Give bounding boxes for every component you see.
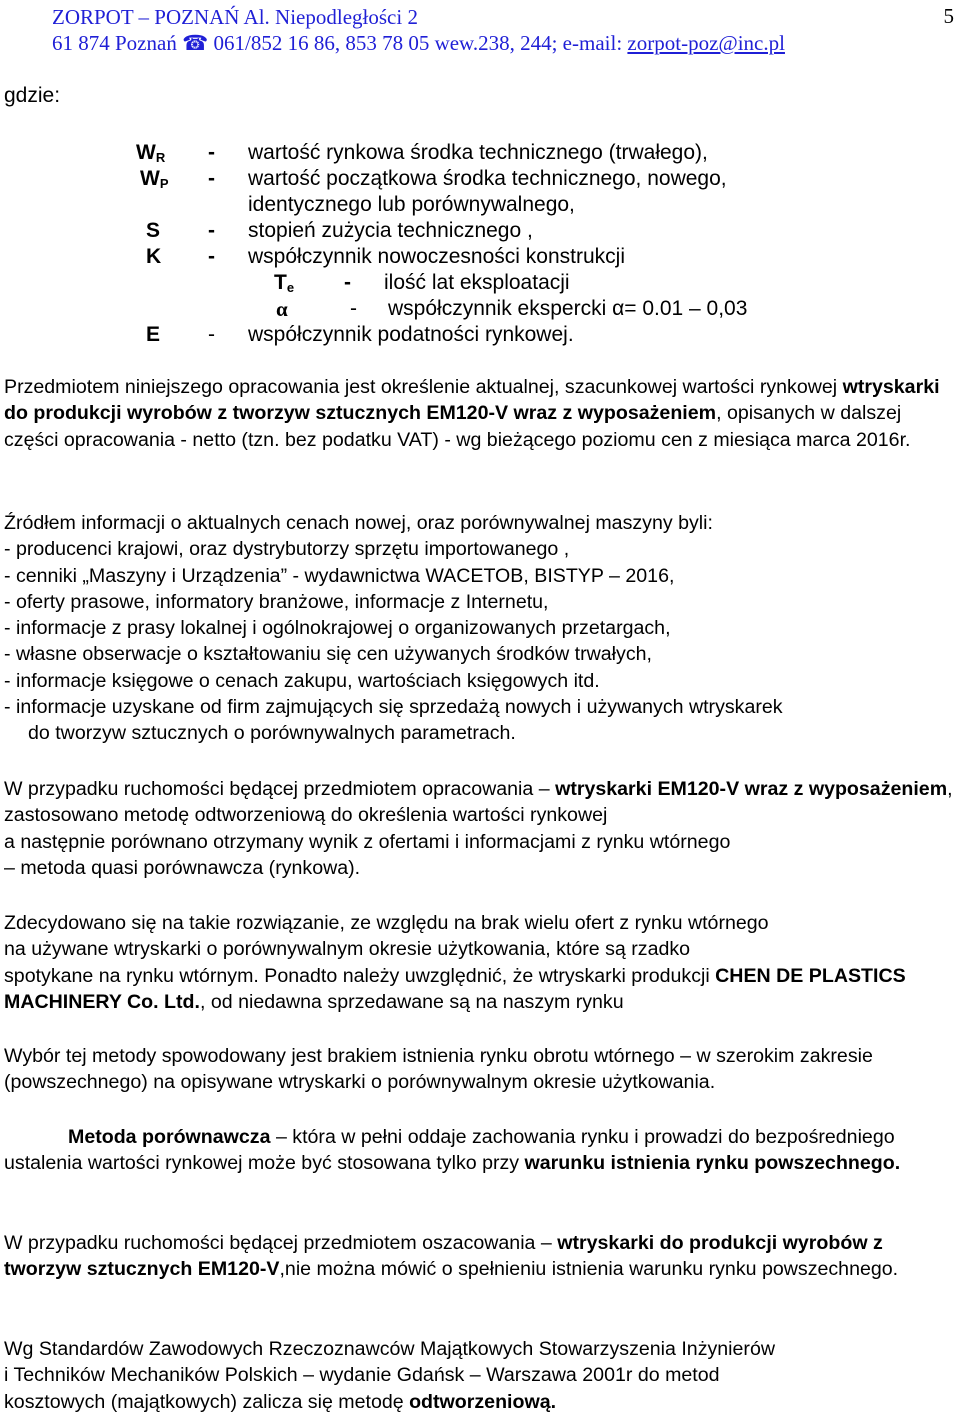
list-item-cont: do tworzyw sztucznych o porównywalnych parametrach. [28,722,516,745]
legend-text-wr: wartość rynkowa środka technicznego (trwałego), [248,141,708,164]
email-link[interactable]: zorpot-poz@inc.pl [627,31,785,55]
legend-text-wp: wartość początkowa środka technicznego, nowego, [248,167,727,190]
legend-text-wp-cont: identycznego lub porównywalnego, [248,193,575,216]
gdzie-label: gdzie: [4,84,61,107]
legend-dash: - [208,141,215,164]
paragraph-purpose: Przedmiotem niniejszego opracowania jest określenie aktualnej, szacunkowej wartości rynkowej wtryskarki do produkcji wyrobów z tworzyw sztucznych EM120-V wraz z wyposażeniem, opisanych w dalszej części opracowania - netto (tzn. bez podatku VAT) - wg bieżącego poziomu cen z miesiąca marca 2016r. [4,376,940,451]
legend-symbol-s: S [146,219,161,242]
legend-symbol-e: E [146,323,161,346]
paragraph-choice: Wybór tej metody spowodowany jest brakiem istnienia rynku obrotu wtórnego – w szerokim zakresie (powszechnego) na opisywane wtryskarki o porównywalnym okresie użytkowania. [4,1045,873,1094]
legend-dash: - [208,323,215,346]
legend-symbol-wr: $W_R$ [136,141,166,165]
list-item: - informacje księgowe o cenach zakupu, wartościach księgowych itd. [4,669,600,692]
list-item: - cenniki „Maszyny i Urządzenia” - wydawnictwa WACETOB, BISTYP – 2016, [4,564,675,587]
paragraph-method: W przypadku ruchomości będącej przedmiotem opracowania – wtryskarki EM120-V wraz z wyposażeniem, zastosowano metodę odtworzeniową do określenia wartości rynkowej a następnie porównano otrzymany wynik z ofertami i informacjami z rynku wtórnego – metoda quasi porównawcza (rynkowa). [4,778,953,879]
legend-text-s: stopień zużycia technicznego , [248,219,533,242]
legend-dash: - [208,167,215,190]
legend-symbol-wp: $W_P$ [140,167,169,191]
legend-symbol-k: K [146,245,162,268]
sources-intro: Źródłem informacji o aktualnych cenach nowej, oraz porównywalnej maszyny byli: [4,512,713,534]
legend-text-e: współczynnik podatności rynkowej. [248,323,574,346]
legend-text-k: współczynnik nowoczesności konstrukcji [248,245,625,268]
list-item: - informacje uzyskane od firm zajmujących się sprzedażą nowych i używanych wtryskarek [4,696,783,719]
letterhead-contact: 61 874 Poznań ☎ 061/852 16 86, 853 78 05 wew.238, 244; e-mail: [52,31,628,55]
list-item: - informacje z prasy lokalnej i ogólnokrajowej o organizowanych przetargach, [4,617,671,640]
legend-symbol-alpha: α [276,297,288,321]
letterhead [52,4,785,56]
letterhead-line-2 [52,30,785,56]
manufacturer-name: CHEN DE PLASTICS MACHINERY Co. Ltd. [4,964,906,1013]
legend-dash: - [208,245,215,268]
legend-dash: - [344,271,351,294]
legend-text-alpha: współczynnik ekspercki α= 0.01 – 0,03 [388,297,748,320]
list-item: - producenci krajowi, oraz dystrybutorzy sprzętu importowanego , [4,538,570,561]
list-item: - oferty prasowe, informatory branżowe, informacje z Internetu, [4,590,549,613]
subject-machine: wtryskarki do produkcji wyrobów z tworzyw sztucznych EM120-V wraz z wyposażeniem [4,376,940,425]
paragraph-comparative: Metoda porównawcza – która w pełni oddaje zachowania rynku i prowadzi do bezpośredniego ustalenia wartości rynkowej może być stosowana tylko przy warunku istnienia rynku powszechnego. [4,1126,901,1175]
page-number: 5 [943,4,954,28]
legend-symbol-te: $T_e$ [274,271,295,295]
list-item: - własne obserwacje o kształtowaniu się cen używanych środków trwałych, [4,643,652,666]
legend-text-te: ilość lat eksploatacji [384,271,570,294]
paragraph-standards: Wg Standardów Zawodowych Rzeczoznawców Majątkowych Stowarzyszenia Inżynierów i Techników Mechaników Polskich – wydanie Gdańsk – Warszawa 2001r do metod kosztowych (majątkowych) zalicza się metodę odtworzeniową. [4,1338,776,1413]
legend-dash: - [350,297,357,320]
paragraph-assessment: W przypadku ruchomości będącej przedmiotem oszacowania – wtryskarki do produkcji wyrobów z tworzyw sztucznych EM120-V,nie można mówić o spełnieniu istnienia warunku rynku powszechnego. [4,1232,899,1281]
legend-dash: - [208,219,215,242]
letterhead-line-1: ZORPOT – POZNAŃ Al. Niepodległości 2 [52,5,418,29]
paragraph-sources [4,510,956,747]
paragraph-decision: Zdecydowano się na takie rozwiązanie, ze względu na brak wielu ofert z rynku wtórnego na używane wtryskarki o porównywalnym okresie użytkowania, które są rzadko spotykane na rynku wtórnym. Ponadto należy uwzględnić, że wtryskarki produkcji CHEN DE PLASTICS MACHINERY Co. Ltd., od niedawna sprzedawane są na naszym rynku [4,912,906,1013]
